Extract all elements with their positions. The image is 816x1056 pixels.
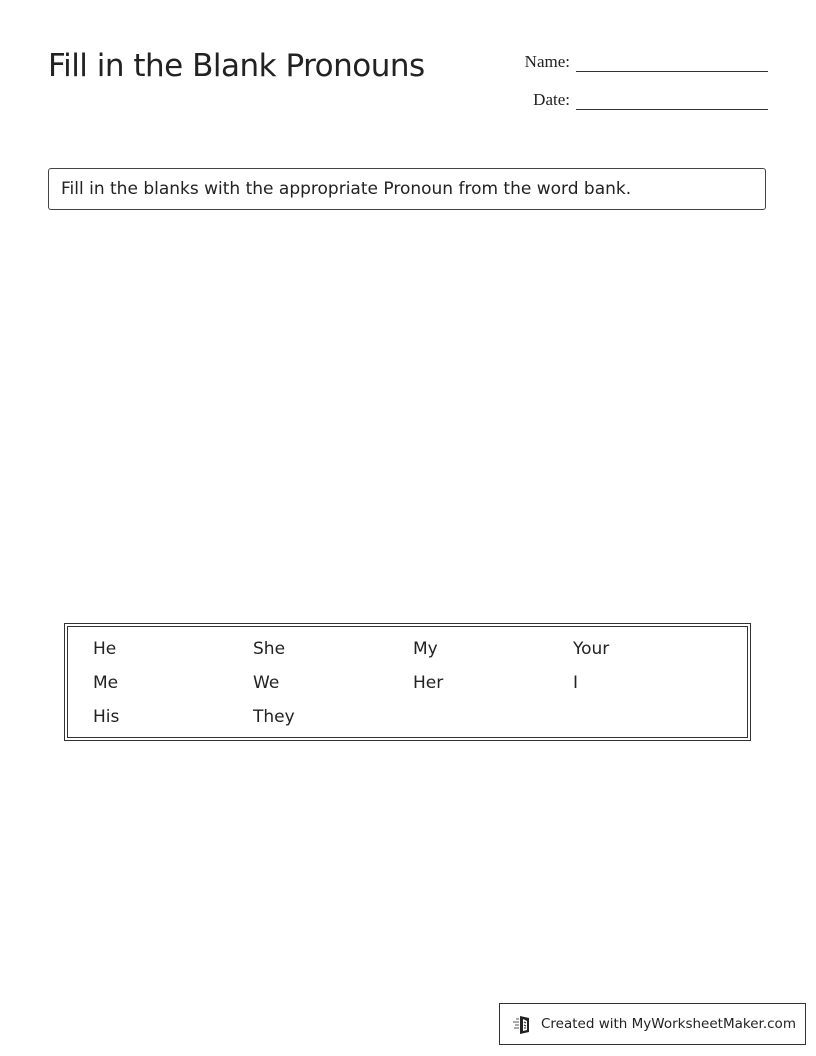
word-bank: [64, 623, 751, 741]
instructions-box: [48, 168, 766, 210]
date-blank-line[interactable]: [576, 91, 768, 110]
word-bank-item: I: [573, 673, 579, 693]
name-blank-line[interactable]: [576, 53, 768, 72]
footer-credit[interactable]: [499, 1003, 806, 1045]
date-field: [510, 90, 768, 110]
name-field: [510, 52, 768, 72]
word-bank-item: My: [413, 639, 438, 659]
word-bank-item: They: [253, 707, 295, 727]
word-bank-item: His: [93, 707, 120, 727]
date-label: Date:: [533, 90, 570, 109]
word-bank-item: We: [253, 673, 280, 693]
word-bank-item: He: [93, 639, 117, 659]
footer-text: Created with MyWorksheetMaker.com: [541, 1016, 796, 1032]
instructions-text: Fill in the blanks with the appropriate Pronoun from the word bank.: [61, 179, 632, 199]
name-label: Name:: [524, 52, 570, 71]
word-bank-item: She: [253, 639, 286, 659]
worksheet-logo-icon: [512, 1013, 534, 1035]
word-bank-item: Me: [93, 673, 119, 693]
page-title: Fill in the Blank Pronouns: [48, 48, 425, 84]
word-bank-item: Your: [573, 639, 610, 659]
word-bank-item: Her: [413, 673, 444, 693]
